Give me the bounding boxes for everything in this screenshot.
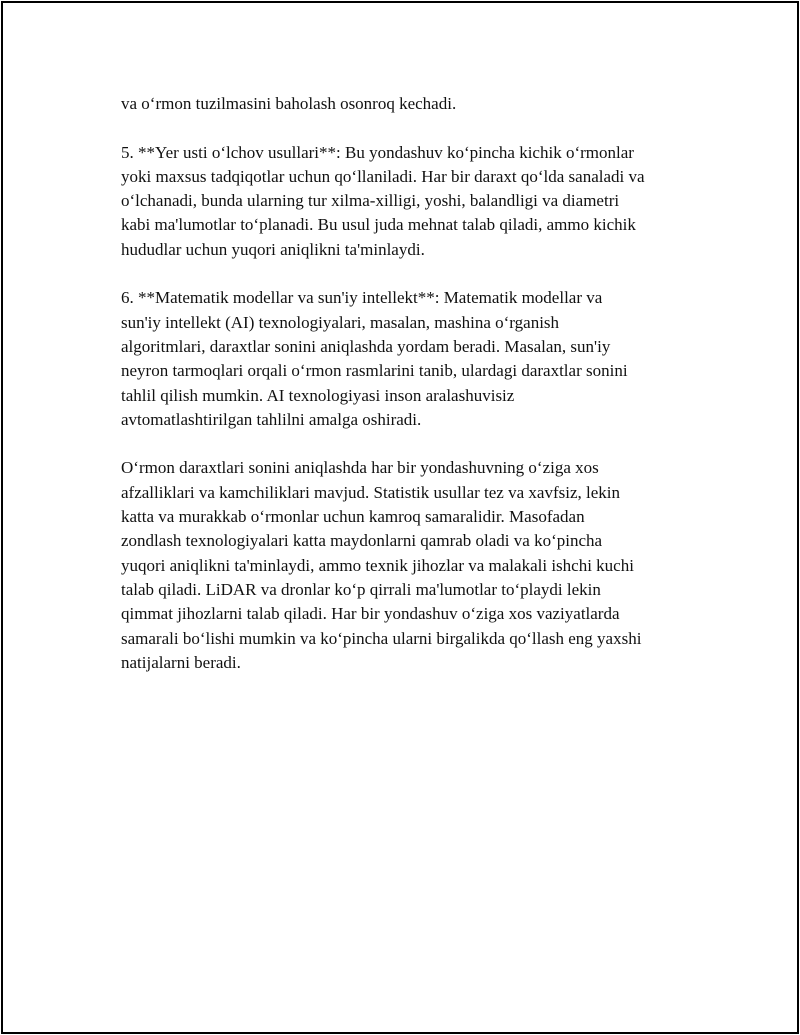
paragraph-ground-measurement: 5. **Yer usti o‘lchov usullari**: Bu yondashuv ko‘pincha kichik o‘rmonlar yoki maxsus tadqiqotlar uchun qo‘llaniladi. Har bir daraxt qo‘lda sanaladi va o‘lchanadi, bunda ularning tur xilma-xilligi, yoshi, balandligi va diametri kabi ma'lumotlar to‘planadi. Bu usul juda mehnat talab qiladi, ammo kichik hududlar uchun yuqori aniqlikni ta'minlaydi. (121, 142, 645, 259)
paragraph-math-models-ai: 6. **Matematik modellar va sun'iy intellekt**: Matematik modellar va sun'iy intellekt (AI) texnologiyalari, masalan, mashina o‘rganish algoritmlari, daraxtlar sonini aniqlashda yordam beradi. Masalan, sun'iy neyron tarmoqlari orqali o‘rmon rasmlarini tanib, ulardagi daraxtlar sonini tahlil qilish mumkin. AI texnologiyasi inson aralashuvisiz avtomatlashtirilgan tahlilni amalga oshiradi. (121, 288, 628, 429)
page-frame (1, 1, 799, 1034)
paragraph-conclusion: O‘rmon daraxtlari sonini aniqlashda har bir yondashuvning o‘ziga xos afzalliklari va kamchiliklari mavjud. Statistik usullar tez va xavfsiz, lekin katta va murakkab o‘rmonlar uchun kamroq samaralidir. Masofadan zondlash texnologiyalari katta maydonlarni qamrab oladi va ko‘pincha yuqori aniqlikni ta'minlaydi, ammo texnik jihozlar va malakali ishchi kuchi talab qiladi. LiDAR va dronlar ko‘p qirrali ma'lumotlar to‘playdi lekin qimmat jihozlarni talab qiladi. Har bir yondashuv o‘ziga xos vaziyatlarda samarali bo‘lishi mumkin va ko‘pincha ularni birgalikda qo‘llash eng yaxshi natijalarni beradi. (121, 458, 642, 672)
document-body (121, 92, 711, 699)
paragraph-continuation: va o‘rmon tuzilmasini baholash osonroq kechadi. (121, 94, 457, 113)
